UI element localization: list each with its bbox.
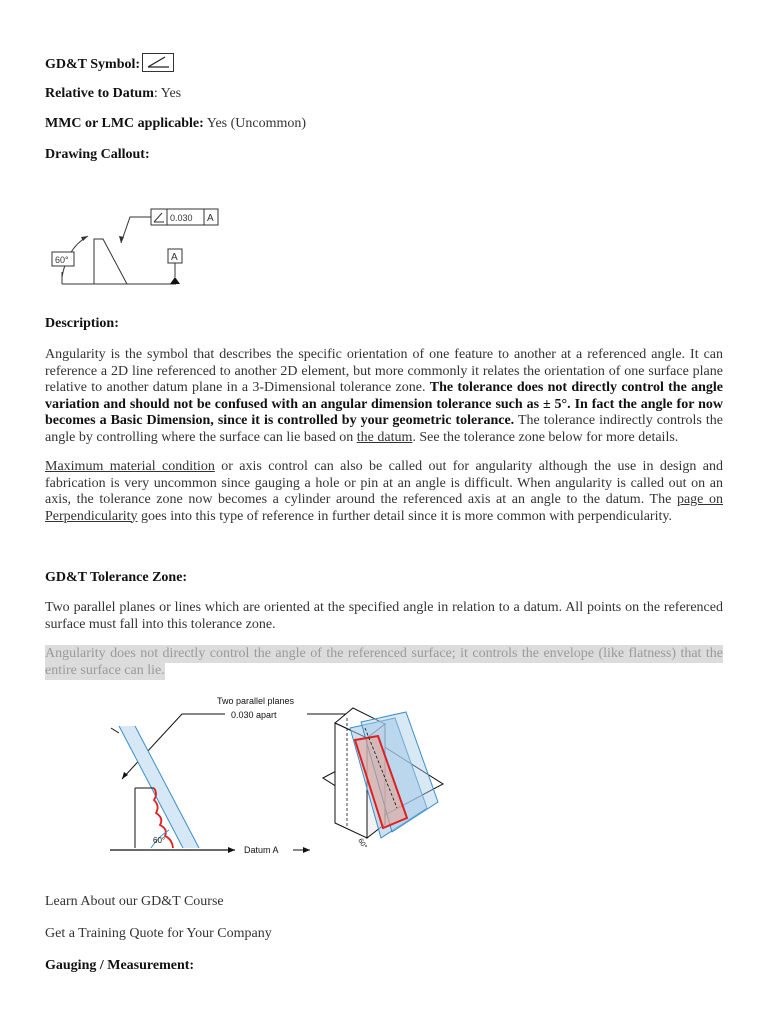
course-link-line	[45, 894, 723, 911]
datum-letter: A	[171, 252, 178, 263]
fig-angle-right: 60°	[356, 837, 368, 851]
datum-link[interactable]: the datum	[356, 429, 413, 445]
part-outline	[94, 239, 127, 284]
course-link[interactable]: Learn About our GD&T Course	[45, 894, 224, 909]
symbol-label: GD&T Symbol:	[45, 57, 141, 72]
zone-note: Angularity does not directly control the angle of the referenced surface; it controls the envelope (like flatness) that the entire surface can lie.	[45, 646, 723, 678]
zone-heading: GD&T Tolerance Zone:	[45, 570, 188, 585]
fcf-tolerance: 0.030	[170, 213, 193, 223]
description-paragraph-1: Angularity is the symbol that describes the specific orientation of one feature to another at a referenced angle. It can reference a 2D line referenced to another 2D element, but more commonly it relates the orientation of one surface plane relative to another datum plane in a 3-Dimensional tolerance zone. The tolerance does not directly control the angle variation and should not be confused with an angular dimension tolerance such as ± 5°. In fact the angle for now becomes a Basic Dimension, since it is controlled by your geometric tolerance. The tolerance indirectly controls the angle by controlling where the surface can lie based on the datum. See the tolerance zone below for more details.	[45, 347, 724, 445]
tolerance-zone-figure	[55, 688, 445, 863]
fig-label-apart: 0.030 apart	[231, 710, 277, 720]
mmc-link[interactable]: Maximum material condition	[45, 459, 215, 474]
relative-line	[45, 86, 723, 103]
tolerance-band	[119, 726, 199, 848]
fig-datum-label: Datum A	[244, 845, 279, 855]
mmc-value: Yes (Uncommon)	[203, 116, 307, 131]
description-paragraph-2: Maximum material condition or axis control can also be called out for angularity although the use in design and fabrication is very uncommon since gauging a hole or pin at an angle is difficult. When angularity is called out on an axis, the tolerance zone now becomes a cylinder around the referenced axis at an angle to the datum. The page on Perpendicularity goes into this type of reference in further detail since it is more common with perpendicularity.	[45, 459, 723, 524]
symbol-line	[45, 53, 723, 74]
callout-heading: Drawing Callout:	[45, 147, 150, 162]
perpendicularity-link[interactable]: page on Perpendicularity	[45, 492, 723, 524]
zone-paragraph: Two parallel planes or lines which are oriented at the specified angle in relation to a datum. All points on the referenced surface must fall into this tolerance zone.	[45, 600, 723, 632]
mmc-line	[45, 116, 723, 133]
angularity-icon	[142, 53, 174, 72]
fig-angle-left: 60°	[153, 836, 166, 845]
description-heading: Description:	[45, 316, 119, 331]
fig-label-planes: Two parallel planes	[217, 696, 295, 706]
leader-line	[121, 217, 151, 243]
relative-label: Relative to Datum	[45, 86, 154, 101]
gauging-heading: Gauging / Measurement:	[45, 958, 195, 973]
quote-link[interactable]: Get a Training Quote for Your Company	[45, 926, 272, 941]
quote-link-line	[45, 926, 723, 943]
angle-value: 60°	[55, 255, 69, 265]
fcf-datum: A	[207, 213, 214, 224]
mmc-label: MMC or LMC applicable:	[45, 116, 204, 131]
callout-figure	[45, 180, 235, 295]
relative-value: : Yes	[153, 86, 182, 101]
